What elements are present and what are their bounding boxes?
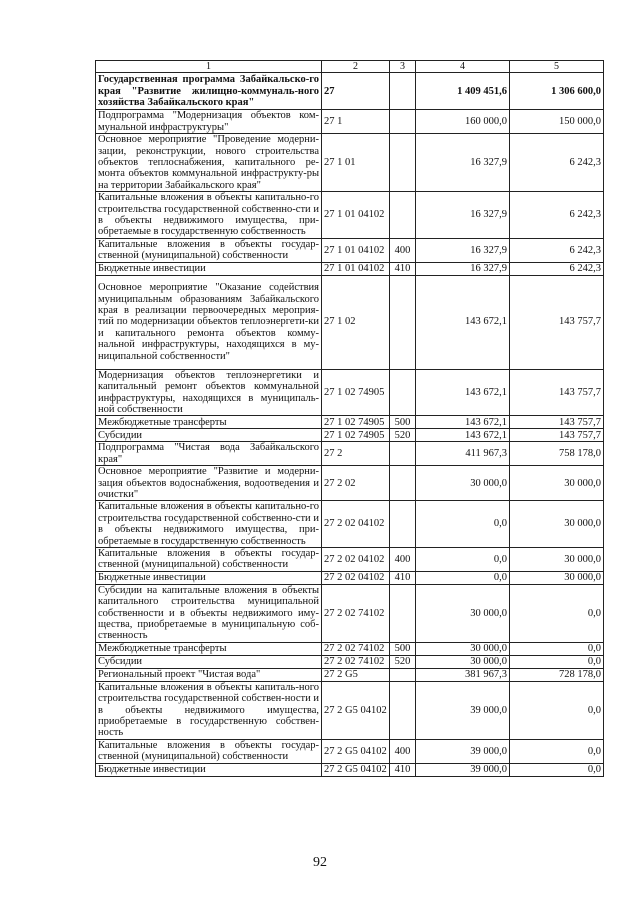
- row-type-cell: [390, 134, 416, 192]
- row-code-cell: 27 2 02 74102: [322, 584, 390, 642]
- row-value-1-cell: 1 409 451,6: [416, 73, 510, 110]
- row-code-cell: 27 1 02 74905: [322, 416, 390, 429]
- row-value-2-cell: 143 757,7: [510, 416, 604, 429]
- header-cell-3: 3: [390, 61, 416, 73]
- row-type-cell: 400: [390, 547, 416, 571]
- row-code-cell: 27 1: [322, 110, 390, 134]
- row-value-2-cell: 6 242,3: [510, 134, 604, 192]
- row-code-cell: 27 2 02 74102: [322, 655, 390, 668]
- row-value-1-cell: 143 672,1: [416, 369, 510, 416]
- row-name-cell: Межбюджетные трансферты: [96, 642, 322, 655]
- row-value-1-cell: 16 327,9: [416, 192, 510, 239]
- row-value-1-cell: 0,0: [416, 571, 510, 584]
- table-row: [96, 134, 604, 192]
- row-type-cell: [390, 110, 416, 134]
- header-cell-5: 5: [510, 61, 604, 73]
- budget-table: [95, 60, 604, 777]
- table-row: [96, 238, 604, 262]
- row-name-cell: Субсидии: [96, 655, 322, 668]
- page-number: 92: [313, 855, 327, 870]
- table-row: [96, 681, 604, 739]
- table-row: [96, 501, 604, 548]
- header-cell-2: 2: [322, 61, 390, 73]
- table-row: [96, 275, 604, 369]
- row-value-2-cell: 0,0: [510, 763, 604, 776]
- table-row: [96, 642, 604, 655]
- row-value-2-cell: 0,0: [510, 681, 604, 739]
- row-type-cell: 410: [390, 763, 416, 776]
- table-row: [96, 369, 604, 416]
- row-name-cell: Бюджетные инвестиции: [96, 763, 322, 776]
- row-name-cell: Бюджетные инвестиции: [96, 571, 322, 584]
- row-value-1-cell: 0,0: [416, 501, 510, 548]
- row-type-cell: [390, 369, 416, 416]
- row-code-cell: 27 1 02: [322, 275, 390, 369]
- row-value-1-cell: 39 000,0: [416, 739, 510, 763]
- row-code-cell: 27 1 01 04102: [322, 192, 390, 239]
- row-type-cell: [390, 192, 416, 239]
- header-cell-1: 1: [96, 61, 322, 73]
- table-row: [96, 547, 604, 571]
- row-name-cell: Модернизация объектов теплоэнергетики и капитальный ремонт объектов коммунальной инфраструктуры, находящихся в муниципаль-ной собственности: [96, 369, 322, 416]
- row-code-cell: 27 2 G5 04102: [322, 681, 390, 739]
- row-name-cell: Капитальные вложения в объекты капитально-го строительства государственной собственно-сти и в объекты недвижимого имущества, при-обретаемые в государственную собственность: [96, 501, 322, 548]
- row-value-2-cell: 728 178,0: [510, 668, 604, 681]
- row-name-cell: Капитальные вложения в объекты государ-ственной (муниципальной) собственности: [96, 238, 322, 262]
- row-value-1-cell: 30 000,0: [416, 642, 510, 655]
- row-code-cell: 27: [322, 73, 390, 110]
- row-code-cell: 27 1 01: [322, 134, 390, 192]
- row-code-cell: 27 2 02: [322, 466, 390, 501]
- row-code-cell: 27 1 02 74905: [322, 429, 390, 442]
- table-row: [96, 668, 604, 681]
- row-value-2-cell: 30 000,0: [510, 466, 604, 501]
- row-value-1-cell: 143 672,1: [416, 429, 510, 442]
- row-value-2-cell: 30 000,0: [510, 547, 604, 571]
- row-value-2-cell: 758 178,0: [510, 442, 604, 466]
- row-type-cell: [390, 584, 416, 642]
- row-value-1-cell: 143 672,1: [416, 416, 510, 429]
- row-name-cell: Капитальные вложения в объекты государ-ственной (муниципальной) собственности: [96, 739, 322, 763]
- row-value-1-cell: 30 000,0: [416, 655, 510, 668]
- row-name-cell: Основное мероприятие "Проведение модерни-зации, реконструкции, нового строительства объектов теплоснабжения, капитального ре-монта объектов коммунальной инфраструкту-ры на территории Забайкальского края": [96, 134, 322, 192]
- row-type-cell: 520: [390, 655, 416, 668]
- table-row: [96, 655, 604, 668]
- row-name-cell: Региональный проект "Чистая вода": [96, 668, 322, 681]
- row-type-cell: [390, 668, 416, 681]
- row-value-2-cell: 30 000,0: [510, 571, 604, 584]
- row-value-1-cell: 0,0: [416, 547, 510, 571]
- row-value-2-cell: 143 757,7: [510, 275, 604, 369]
- table-row: [96, 429, 604, 442]
- row-code-cell: 27 2 02 74102: [322, 642, 390, 655]
- row-name-cell: Основное мероприятие "Развитие и модерни-зация объектов водоснабжения, водоотведения и очистки": [96, 466, 322, 501]
- row-name-cell: Подпрограмма "Чистая вода Забайкальского края": [96, 442, 322, 466]
- row-type-cell: [390, 442, 416, 466]
- row-value-2-cell: 0,0: [510, 739, 604, 763]
- row-value-2-cell: 30 000,0: [510, 501, 604, 548]
- row-type-cell: 400: [390, 739, 416, 763]
- row-value-2-cell: 150 000,0: [510, 110, 604, 134]
- row-code-cell: 27 2 02 04102: [322, 501, 390, 548]
- row-code-cell: 27 1 02 74905: [322, 369, 390, 416]
- table-row: [96, 466, 604, 501]
- row-type-cell: 410: [390, 571, 416, 584]
- table-body: [96, 61, 604, 777]
- row-name-cell: Подпрограмма "Модернизация объектов ком-мунальной инфраструктуры": [96, 110, 322, 134]
- row-value-1-cell: 30 000,0: [416, 584, 510, 642]
- row-value-2-cell: 1 306 600,0: [510, 73, 604, 110]
- row-name-cell: Субсидии на капитальные вложения в объекты капитального строительства муниципальной собственности и в объекты недвижимого иму-щества, приобретаемые в муниципальную соб-ственность: [96, 584, 322, 642]
- row-type-cell: [390, 73, 416, 110]
- table-row: [96, 584, 604, 642]
- row-type-cell: [390, 466, 416, 501]
- row-value-1-cell: 39 000,0: [416, 681, 510, 739]
- row-value-2-cell: 6 242,3: [510, 192, 604, 239]
- table-row: [96, 739, 604, 763]
- table-row: [96, 262, 604, 275]
- row-value-1-cell: 381 967,3: [416, 668, 510, 681]
- row-type-cell: [390, 501, 416, 548]
- row-type-cell: [390, 275, 416, 369]
- row-type-cell: 500: [390, 416, 416, 429]
- row-code-cell: 27 2: [322, 442, 390, 466]
- row-value-1-cell: 160 000,0: [416, 110, 510, 134]
- row-type-cell: 400: [390, 238, 416, 262]
- row-value-2-cell: 143 757,7: [510, 429, 604, 442]
- row-type-cell: [390, 681, 416, 739]
- table-row: [96, 192, 604, 239]
- row-code-cell: 27 1 01 04102: [322, 262, 390, 275]
- table-row: [96, 763, 604, 776]
- row-name-cell: Капитальные вложения в объекты капиталь-ного строительства государственной собствен-ности и в объекты недвижимого имущества, приобретаемые в государственную собствен-ность: [96, 681, 322, 739]
- table-row: [96, 110, 604, 134]
- row-name-cell: Капитальные вложения в объекты государ-ственной (муниципальной) собственности: [96, 547, 322, 571]
- header-row: [96, 61, 604, 73]
- table-row: [96, 571, 604, 584]
- row-type-cell: 520: [390, 429, 416, 442]
- row-code-cell: 27 2 G5 04102: [322, 739, 390, 763]
- row-value-1-cell: 39 000,0: [416, 763, 510, 776]
- table-row: [96, 73, 604, 110]
- row-value-2-cell: 0,0: [510, 655, 604, 668]
- row-value-1-cell: 411 967,3: [416, 442, 510, 466]
- row-type-cell: 500: [390, 642, 416, 655]
- row-value-1-cell: 30 000,0: [416, 466, 510, 501]
- row-code-cell: 27 1 01 04102: [322, 238, 390, 262]
- row-name-cell: Государственная программа Забайкальско-го края "Развитие жилищно-коммуналь-ного хозяйства Забайкальского края": [96, 73, 322, 110]
- row-value-1-cell: 143 672,1: [416, 275, 510, 369]
- row-code-cell: 27 2 G5: [322, 668, 390, 681]
- row-name-cell: Бюджетные инвестиции: [96, 262, 322, 275]
- row-value-2-cell: 0,0: [510, 584, 604, 642]
- row-type-cell: 410: [390, 262, 416, 275]
- row-value-2-cell: 0,0: [510, 642, 604, 655]
- row-code-cell: 27 2 02 04102: [322, 571, 390, 584]
- row-value-1-cell: 16 327,9: [416, 262, 510, 275]
- row-code-cell: 27 2 02 04102: [322, 547, 390, 571]
- table-row: [96, 442, 604, 466]
- row-value-2-cell: 143 757,7: [510, 369, 604, 416]
- table-row: [96, 416, 604, 429]
- row-name-cell: Субсидии: [96, 429, 322, 442]
- row-value-2-cell: 6 242,3: [510, 262, 604, 275]
- row-name-cell: Основное мероприятие "Оказание содействия муниципальным образованиям Забайкальского края в реализации первоочередных мероприя-тий по модернизации объектов теплоэнергети-ки и капитального ремонта объектов комму-нальной инфраструктуры, находящихся в му-ниципальной собственности": [96, 275, 322, 369]
- row-name-cell: Капитальные вложения в объекты капитально-го строительства государственной собственно-сти и в объекты недвижимого имущества, при-обретаемые в государственную собственность: [96, 192, 322, 239]
- row-value-2-cell: 6 242,3: [510, 238, 604, 262]
- header-cell-4: 4: [416, 61, 510, 73]
- row-value-1-cell: 16 327,9: [416, 134, 510, 192]
- row-value-1-cell: 16 327,9: [416, 238, 510, 262]
- row-name-cell: Межбюджетные трансферты: [96, 416, 322, 429]
- row-code-cell: 27 2 G5 04102: [322, 763, 390, 776]
